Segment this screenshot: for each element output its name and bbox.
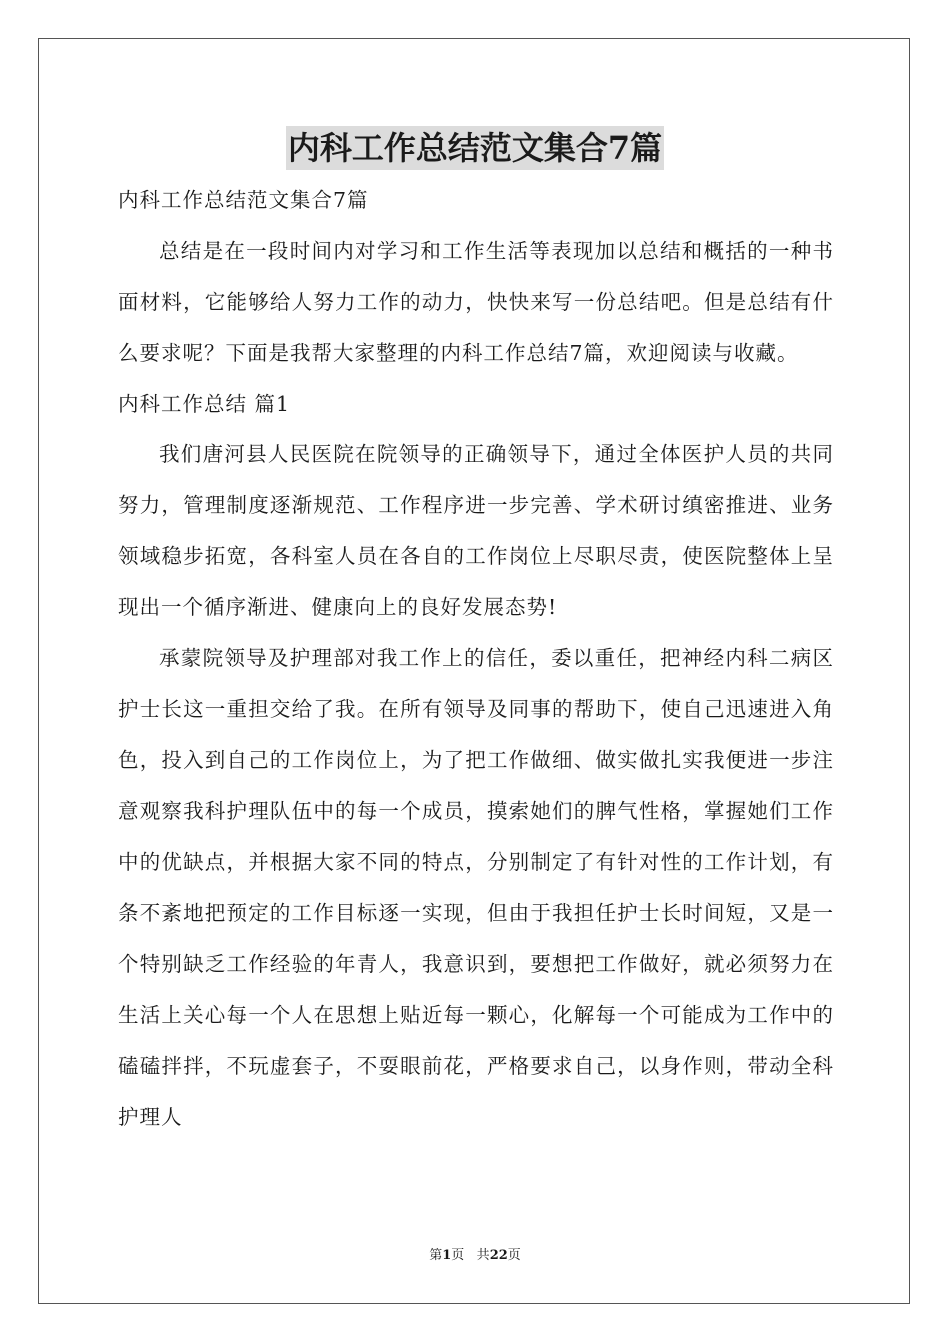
section-heading: 内科工作总结 篇1 — [118, 392, 291, 416]
intro-paragraph: 总结是在一段时间内对学习和工作生活等表现加以总结和概括的一种书面材料，它能够给人努力工作的动力，快快来写一份总结吧。但是总结有什么要求呢？下面是我帮大家整理的内科工作总结7篇，欢迎阅读与收藏。 — [118, 239, 834, 365]
document-title: 内科工作总结范文集合7篇 — [286, 126, 664, 170]
title-container — [0, 126, 950, 170]
paragraph-1: 我们唐河县人民医院在院领导的正确领导下，通过全体医护人员的共同努力，管理制度逐渐规范、工作程序进一步完善、学术研讨缜密推进、业务领域稳步拓宽，各科室人员在各自的工作岗位上尽职尽责，使医院整体上呈现出一个循序渐进、健康向上的良好发展态势! — [118, 442, 834, 619]
document-body — [118, 177, 834, 1143]
page-number: 1 — [442, 1248, 452, 1263]
page-prefix: 第 — [429, 1248, 443, 1263]
total-pages: 22 — [489, 1248, 508, 1263]
total-prefix: 共 — [476, 1248, 490, 1263]
page-suffix: 页 — [451, 1248, 465, 1263]
page-footer — [0, 1246, 950, 1266]
document-subtitle: 内科工作总结范文集合7篇 — [118, 188, 369, 212]
paragraph-2: 承蒙院领导及护理部对我工作上的信任，委以重任，把神经内科二病区护士长这一重担交给了我。在所有领导及同事的帮助下，使自己迅速进入角色，投入到自己的工作岗位上，为了把工作做细、做实做扎实我便进一步注意观察我科护理队伍中的每一个成员，摸索她们的脾气性格，掌握她们工作中的优缺点，并根据大家不同的特点，分别制定了有针对性的工作计划，有条不紊地把预定的工作目标逐一实现，但由于我担任护士长时间短，又是一个特别缺乏工作经验的年青人，我意识到，要想把工作做好，就必须努力在生活上关心每一个人在思想上贴近每一颗心，化解每一个可能成为工作中的磕磕拌拌，不玩虚套子，不耍眼前花，严格要求自己，以身作则，带动全科护理人 — [118, 646, 834, 1129]
total-suffix: 页 — [507, 1248, 521, 1263]
